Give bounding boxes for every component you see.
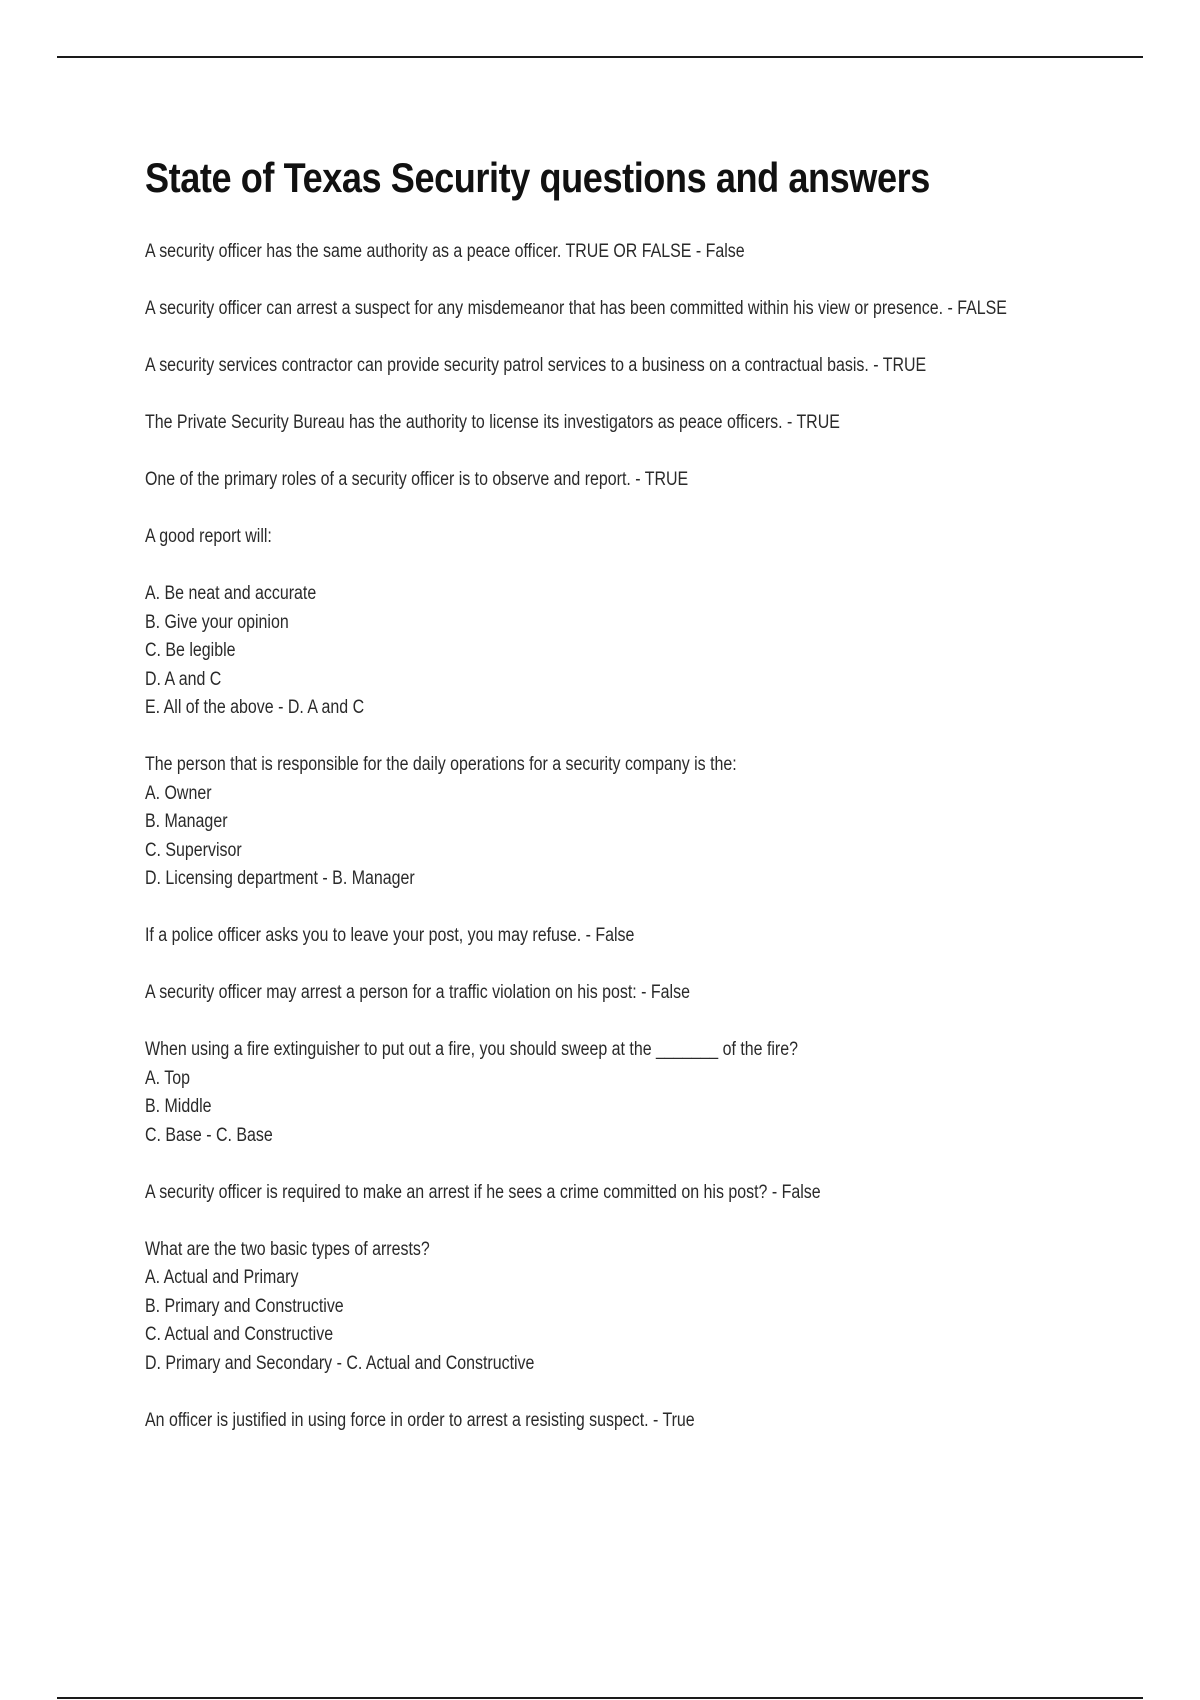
- question-item: [145, 922, 1145, 951]
- document-title: State of Texas Security questions and answers: [145, 154, 930, 201]
- question-item: [145, 466, 1145, 495]
- question-line: A security officer can arrest a suspect for any misdemeanor that has been committed within his view or presence. - FALSE: [145, 298, 1007, 319]
- question-line: A. Be neat and accurate: [145, 583, 317, 604]
- question-line: D. Licensing department - B. Manager: [145, 868, 415, 889]
- question-line: E. All of the above - D. A and C: [145, 697, 365, 718]
- top-rule: [57, 56, 1143, 58]
- question-line: If a police officer asks you to leave your post, you may refuse. - False: [145, 925, 635, 946]
- question-line: A. Owner: [145, 782, 212, 804]
- question-item: [145, 1236, 1145, 1379]
- question-list: [145, 238, 1145, 1435]
- question-item: [145, 409, 1145, 438]
- question-line: B. Primary and Constructive: [145, 1295, 344, 1317]
- question-line: An officer is justified in using force in order to arrest a resisting suspect. - True: [145, 1409, 695, 1431]
- question-line: C. Base - C. Base: [145, 1124, 273, 1146]
- question-line: C. Be legible: [145, 640, 236, 661]
- question-item: [145, 979, 1145, 1008]
- question-item: [145, 238, 1145, 267]
- question-line: A security services contractor can provide security patrol services to a business on a contractual basis. - TRUE: [145, 355, 927, 376]
- document-body: [145, 148, 1145, 1464]
- question-item: [145, 580, 1145, 723]
- question-item: [145, 1179, 1145, 1208]
- question-line: C. Supervisor: [145, 839, 242, 861]
- question-line: C. Actual and Constructive: [145, 1324, 334, 1345]
- question-line: D. A and C: [145, 668, 222, 690]
- question-line: The Private Security Bureau has the authority to license its investigators as peace officers. - TRUE: [145, 412, 840, 433]
- question-item: [145, 1407, 1145, 1436]
- question-line: B. Middle: [145, 1096, 212, 1117]
- question-line: B. Manager: [145, 811, 228, 832]
- question-line: A security officer has the same authority as a peace officer. TRUE OR FALSE - False: [145, 241, 745, 262]
- question-item: [145, 352, 1145, 381]
- question-item: [145, 1036, 1145, 1150]
- question-item: [145, 751, 1145, 894]
- question-line: A. Actual and Primary: [145, 1267, 299, 1288]
- question-item: [145, 523, 1145, 552]
- question-line: D. Primary and Secondary - C. Actual and Constructive: [145, 1352, 535, 1374]
- question-line: What are the two basic types of arrests?: [145, 1238, 430, 1260]
- question-line: The person that is responsible for the daily operations for a security company is the:: [145, 754, 737, 775]
- question-item: [145, 295, 1145, 324]
- question-line: When using a fire extinguisher to put out a fire, you should sweep at the _______ of the fire?: [145, 1039, 799, 1060]
- question-line: A security officer may arrest a person for a traffic violation on his post: - False: [145, 982, 690, 1003]
- question-line: A security officer is required to make an arrest if he sees a crime committed on his post? - False: [145, 1181, 821, 1203]
- question-line: B. Give your opinion: [145, 611, 289, 633]
- question-line: A. Top: [145, 1067, 190, 1089]
- question-line: A good report will:: [145, 526, 272, 547]
- question-line: One of the primary roles of a security officer is to observe and report. - TRUE: [145, 469, 689, 490]
- bottom-rule: [57, 1697, 1143, 1699]
